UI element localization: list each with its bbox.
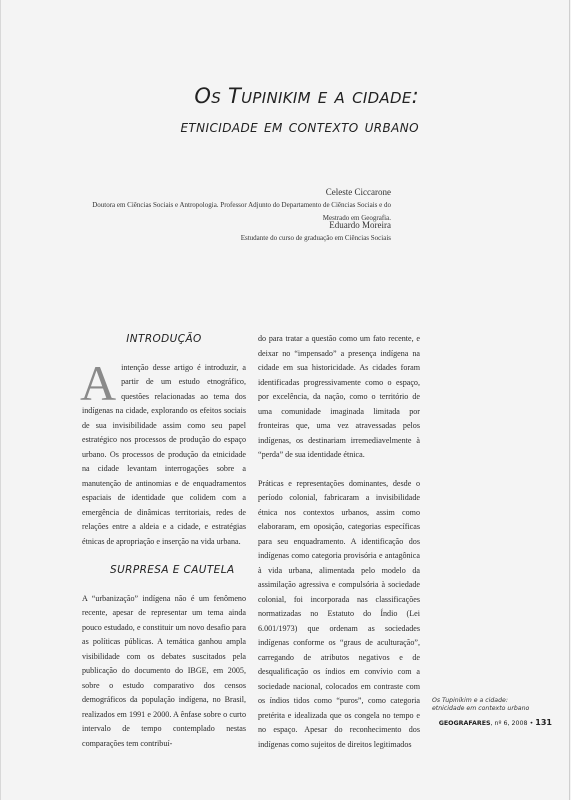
section-heading-introduction: INTRODUÇÃO [126, 333, 202, 345]
section-heading-surpresa-e-cautela: SURPRESA E CAUTELA [110, 564, 235, 576]
journal-issue: , nº 6, 2008 [490, 720, 528, 727]
journal-name: GEOGRAFARES [438, 720, 491, 727]
intro-paragraph [80, 354, 246, 550]
running-title-line2: etnicidade em contexto urbano [432, 705, 530, 712]
right-paragraph-1: do para tratar a questão como um fato recente, e deixar no “impensado” a presença indígena na cidade em sua historicidade. As cidades foram identificadas progressivamente como o espaço, por excelência, da nação, como o território de uma comunidade imaginada limitada por fronteiras que, uma vez atravessadas pelos indígenas, os destinariam irremediavelmente à “perda” de sua identidade étnica. [258, 334, 420, 459]
footer-bullet: • [529, 720, 534, 727]
article-title-line2: etnicidade em contexto urbano [180, 117, 419, 137]
page-number: 131 [535, 718, 552, 727]
text-column-right [258, 332, 420, 752]
drop-cap-letter: A [80, 354, 117, 411]
second-section-paragraph: A “urbanização” indígena não é um fenômeno recente, apesar de representar um tema ainda pouco estudado, e constituir um novo desafio para as políticas públicas. A temática ganhou ampla visibilidade com os debates suscitados pela publicação do documento do IBGE, em 2005, sobre o estudo comparativo dos censos demográficos da população indígena, no Brasil, realizados em 1991 e 2000. A ênfase sobre o curto intervalo de tempo contemplado nestas comparações tem contribuí- [82, 593, 246, 748]
page-edge-left [0, 0, 1, 800]
running-title-line1: Os Tupinikim e a cidade: [432, 697, 508, 704]
author-name-1: Celeste Ciccarone [325, 187, 391, 197]
text-column-left [82, 332, 246, 751]
right-paragraph-2: Práticas e representações dominantes, desde o período colonial, fabricaram a invisibilidade étnica nos contextos urbanos, assim como elaboraram, em oposição, categorias específicas para seu enquadramento. A identificação dos indígenas como categoria provisória e antagônica à vida urbana, alimentada pelo modelo da assimilação agressiva e compulsória à sociedade colonial, foi incorporada nas classificações normatizadas no Estatuto do Índio (Lei 6.001/1973) que ordenam as sociedades indígenas conforme os “graus de aculturação”, carregando de atributos negativos e de desqualificação os índios em convívio com a sociedade nacional, colocados em contraste com os índios tidos como “puros”, como categoria pretérita e idealizada que os congela no tempo e no espaço. Apesar do reconhecimento dos indígenas como sujeitos de direitos legitimados [258, 478, 420, 749]
author-affiliation-1-line2: Mestrado em Geografia. [322, 213, 391, 222]
author-affiliation-2: Estudante do curso de graduação em Ciências Sociais [240, 234, 391, 242]
article-title-line1: Os Tupinikim e a cidade: [194, 84, 419, 108]
page-edge-right [569, 0, 570, 800]
page-footer [432, 718, 552, 727]
author-name-2: Eduardo Moreira [329, 220, 391, 230]
author-affiliation-1-line1: Doutora em Ciências Sociais e Antropologia. Professor Adjunto do Departamento de Ciências Sociais e do [92, 201, 391, 209]
intro-paragraph-text: intenção desse artigo é introduzir, a partir de um estudo etnográfico, questões relacionadas ao tema dos indígenas na cidade, explorando os efeitos sociais de sua invisibilidade assim como seu papel estratégico nos processos de produção do espaço urbano. Os processos de produção da etnicidade na cidade levantam interrogações sobre a manutenção de antinomias e de enquadramentos espaciais de identidade que colidem com a emergência de dinâmicas territoriais, redes de relações entre a aldeia e a cidade, e estratégias étnicas de apropriação e inserção na vida urbana. [82, 362, 246, 546]
running-title-caption [432, 697, 552, 713]
